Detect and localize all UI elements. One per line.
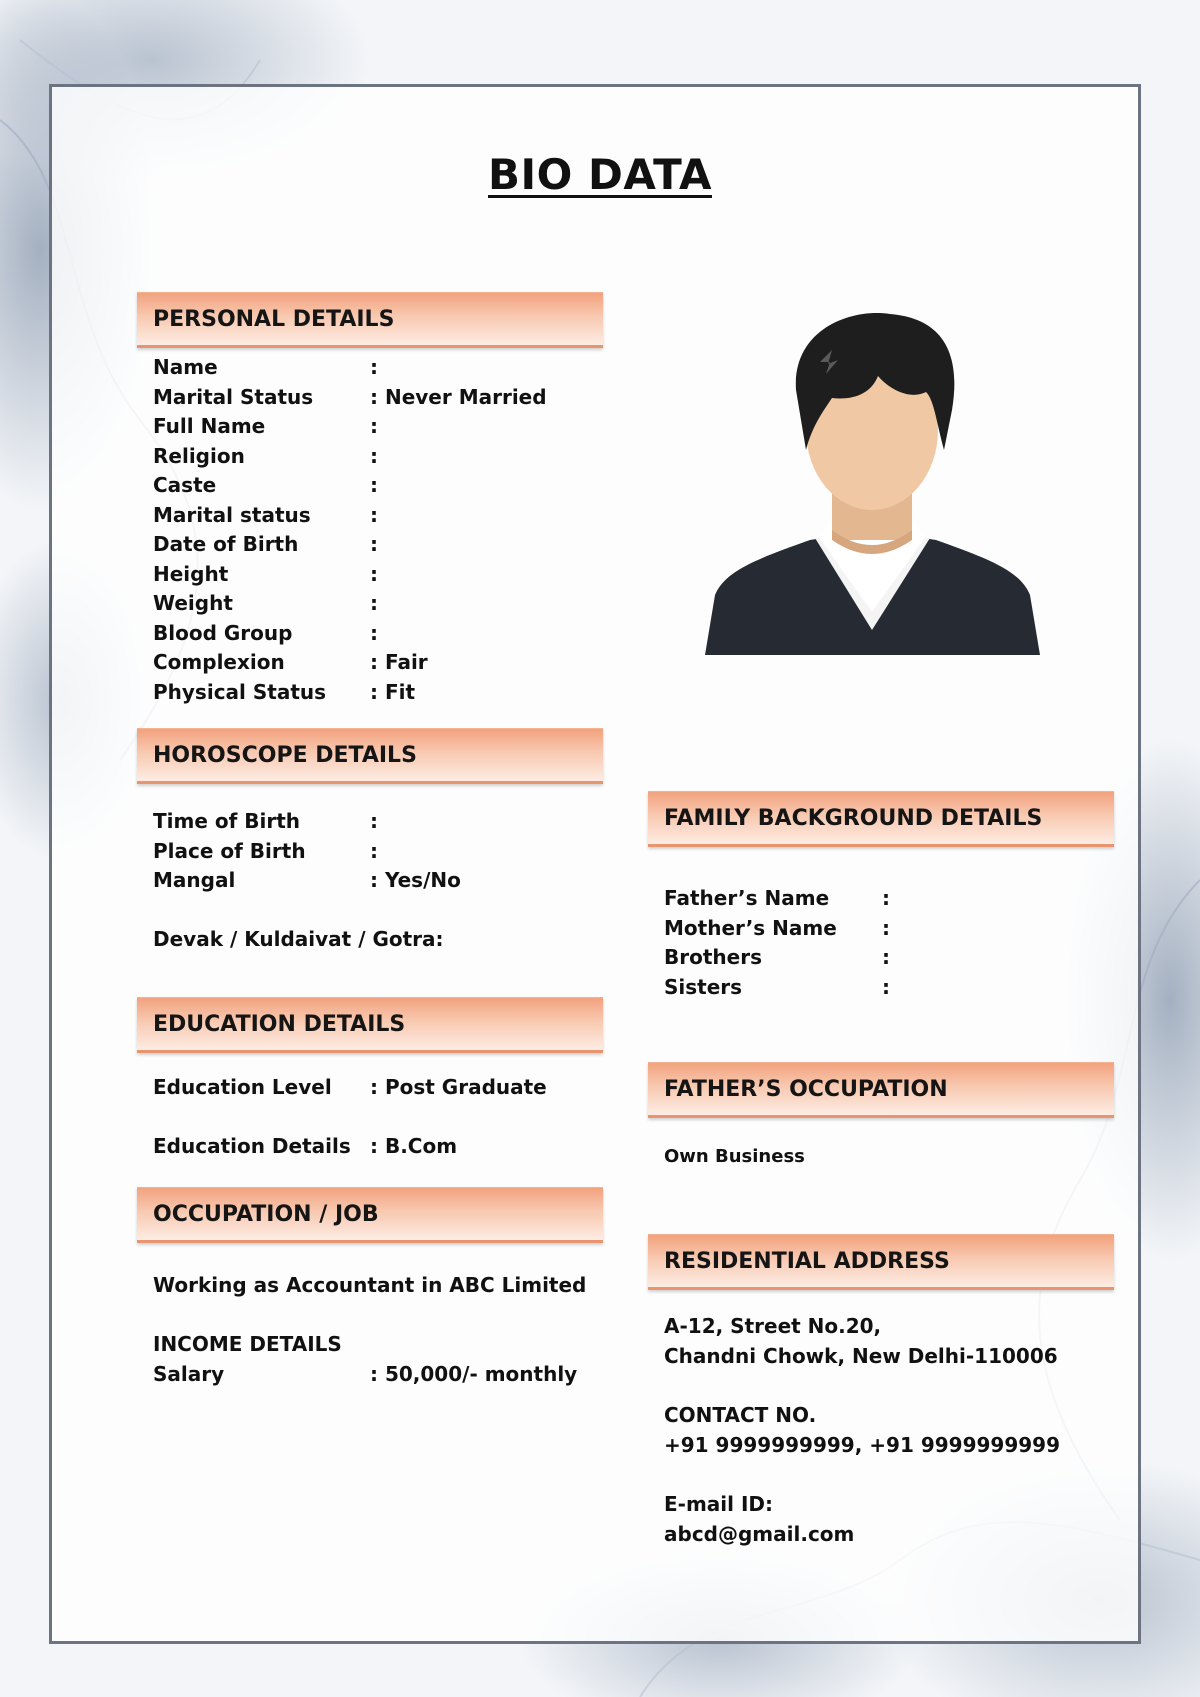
detail-label: Sisters xyxy=(664,974,743,999)
salary-value: : 50,000/- monthly xyxy=(370,1362,578,1386)
detail-value: : xyxy=(370,355,378,379)
detail-label: Time of Birth xyxy=(153,809,301,833)
detail-value: : Fit xyxy=(370,679,416,704)
detail-value: : xyxy=(370,620,378,645)
detail-value: : xyxy=(370,414,378,438)
address-line-1: A-12, Street No.20, xyxy=(664,1314,882,1338)
detail-value: : B.Com xyxy=(370,1134,458,1158)
address-line-2: Chandni Chowk, New Delhi-110006 xyxy=(664,1343,1058,1368)
detail-value: : xyxy=(370,502,378,527)
detail-label: Marital Status xyxy=(153,384,314,409)
person-avatar-icon xyxy=(700,300,1045,655)
detail-value: : Never Married xyxy=(370,384,547,409)
detail-label: Physical Status xyxy=(153,679,327,704)
detail-value: : xyxy=(370,473,378,497)
detail-label: Brothers xyxy=(664,945,762,969)
detail-label: Height xyxy=(153,561,229,586)
salary-label: Salary xyxy=(153,1362,225,1386)
detail-label: Place of Birth xyxy=(153,838,306,863)
detail-label: Weight xyxy=(153,591,233,615)
detail-value: : xyxy=(370,532,378,556)
title-text: BIO DATA xyxy=(488,150,712,199)
fathers-occupation-heading: FATHER’S OCCUPATION xyxy=(648,1062,1114,1118)
fathers-occupation-text: Own Business xyxy=(664,1146,805,1167)
education-details-heading: EDUCATION DETAILS xyxy=(137,997,603,1053)
contact-label: CONTACT NO. xyxy=(664,1403,817,1427)
email-value: abcd@gmail.com xyxy=(664,1521,855,1546)
detail-label: Blood Group xyxy=(153,620,293,645)
occupation-heading: OCCUPATION / JOB xyxy=(137,1187,603,1243)
detail-label: Caste xyxy=(153,473,217,497)
detail-label: Father’s Name xyxy=(664,886,830,910)
detail-label: Date of Birth xyxy=(153,532,299,556)
detail-value: : xyxy=(370,591,378,615)
personal-details-heading: PERSONAL DETAILS xyxy=(137,292,603,348)
detail-value: : xyxy=(370,443,378,468)
detail-value: : xyxy=(370,561,378,586)
detail-value: : xyxy=(882,974,890,999)
detail-label: Marital status xyxy=(153,502,311,527)
detail-label: Mangal xyxy=(153,868,236,892)
residential-address-heading: RESIDENTIAL ADDRESS xyxy=(648,1234,1114,1290)
detail-value: : xyxy=(882,886,890,910)
detail-label: Education Details xyxy=(153,1134,351,1158)
family-background-heading: FAMILY BACKGROUND DETAILS xyxy=(648,791,1114,847)
gotra-label: Devak / Kuldaivat / Gotra: xyxy=(153,927,444,951)
detail-label: Religion xyxy=(153,443,245,468)
detail-value: : xyxy=(882,945,890,969)
detail-label: Full Name xyxy=(153,414,266,438)
detail-value: : Fair xyxy=(370,650,428,674)
horoscope-details-heading: HOROSCOPE DETAILS xyxy=(137,728,603,784)
detail-label: Mother’s Name xyxy=(664,915,837,940)
email-label: E-mail ID: xyxy=(664,1492,774,1516)
occupation-text: Working as Accountant in ABC Limited xyxy=(153,1273,587,1297)
detail-label: Education Level xyxy=(153,1075,332,1099)
detail-value: : xyxy=(370,838,378,863)
detail-value: : Post Graduate xyxy=(370,1075,547,1099)
income-heading: INCOME DETAILS xyxy=(153,1332,342,1356)
contact-value: +91 9999999999, +91 9999999999 xyxy=(664,1432,1060,1457)
detail-value: : xyxy=(882,915,890,940)
detail-label: Complexion xyxy=(153,650,285,674)
detail-label: Name xyxy=(153,355,218,379)
detail-value: : xyxy=(370,809,378,833)
page-title xyxy=(0,150,1200,199)
detail-value: : Yes/No xyxy=(370,868,461,892)
